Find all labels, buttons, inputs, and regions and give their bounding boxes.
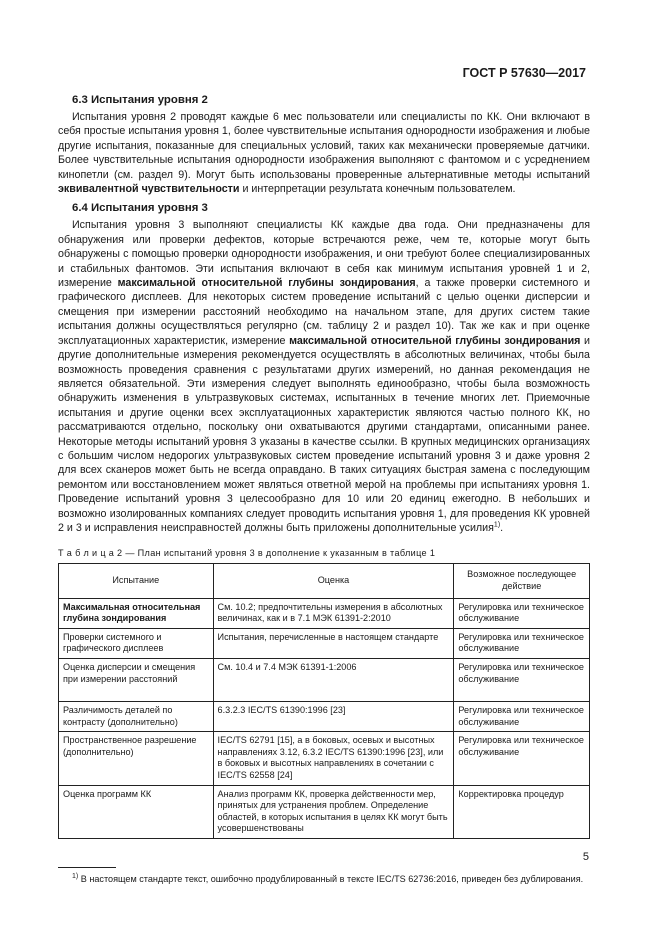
- table-cell-evaluation: IEC/TS 62791 [15], а в боковых, осевых и высотных направлениях 3.12, 6.3.2 IEC/TS 61390:1996 [23], или в боковых и высотных направлениях в сочетании с IEC/TS 62558 [24]: [213, 732, 454, 785]
- table-cell-evaluation: См. 10.2; предпочтительны измерения в абсолютных величинах, как и в 7.1 МЭК 61391-2:2010: [213, 598, 454, 628]
- page-content: [58, 94, 590, 886]
- bold-term: эквивалентной чувствительности: [58, 183, 240, 196]
- table-cell-action: Регулировка или техническое обслуживание: [454, 658, 590, 701]
- bold-term: максимальной относительной глубины зондирования: [117, 277, 416, 290]
- table-row: [59, 658, 590, 701]
- table-row: [59, 732, 590, 785]
- footnote-ref: 1): [493, 521, 501, 529]
- table-cell-evaluation: Испытания, перечисленные в настоящем стандарте: [213, 628, 454, 658]
- footnote-mark: 1): [72, 872, 79, 880]
- header-action: Возможное последующее действие: [454, 564, 590, 598]
- table-cell-action: Регулировка или техническое обслуживание: [454, 701, 590, 731]
- table-cell-test: Оценка дисперсии и смещения при измерении расстояний: [59, 658, 214, 701]
- header-test: Испытание: [59, 564, 214, 598]
- document-header: ГОСТ Р 57630—2017: [462, 66, 586, 80]
- section-6-3-paragraph: Испытания уровня 2 проводят каждые 6 мес пользователи или специалисты по КК. Они включают в себя простые испытания уровня 1, более чувствительные испытания однородности изображения и любые другие испытания, показанные для специальных условий, таких как механически проверяемые датчики. Более чувствительные испытания однородности изображения выполняют с фантомом и с усреднением кинопетли (см. раздел 9). Могут быть использованы проверенные альтернативные методы испытаний эквивалентной чувствительности и интерпретации результата конечным пользователем.: [58, 111, 590, 196]
- section-6-4-paragraph: Испытания уровня 3 выполняют специалисты КК каждые два года. Они предназначены для обнаружения или проверки дефектов, которые встречаются реже, чем те, которые могут быть обнаружены с помощью проверки однородности изображения, и они требуют более специализированных и стабильных фантомов. Эти испытания включают в себя как минимум испытания уровней 1 и 2, измерение максимальной относительной глубины зондирования, а также проверки системного и графического дисплеев. Для некоторых систем проведение испытаний с целью оценки дисперсии и смещения при измерении расстояний необходимо на начальном этапе, для других систем такие испытания должны осуществляться регулярно (см. таблицу 2 и раздел 10). Так же как и при оценке эксплуатационных характеристик, измерение максимальной относительной глубины зондирования и другие дополнительные измерения рекомендуется осуществлять в абсолютных величинах, чтобы была возможность проведения сравнения с результатами других измерений, но данная рекомендация не является обязательной. Эти измерения следует выполнять единообразно, чтобы была возможность обнаружить изменения в ультразвуковых системах, испытанных в течение многих лет. Приемочные испытания и другие оценки всех эксплуатационных характеристик являются частью полного КК, но рассматриваются отдельно, поскольку они охватываются другими стандартами, описанными ранее. Некоторые методы испытаний уровня 3 указаны в качестве ссылки. В крупных медицинских организациях с большим числом недорогих ультразвуковых систем проведение испытаний уровня 3 и даже уровня 2 для всех сканеров может быть не всегда оправдано. В таких ситуациях быстрая замена с последующим ремонтом или восстановлением может являться ответной мерой на проблемы при испытаниях уровня 1. Проведение испытаний уровня 3 целесообразно для 10 или 20 единиц ежегодно. В небольших и возможно изолированных компаниях следует проводить испытания уровня 1, для проведения КК уровней 2 и 3 и исправления неисправностей должны быть приложены дополнительные усилия$^{1)}$.: [58, 219, 590, 534]
- table-cell-test: Максимальная относительная глубина зондирования: [59, 598, 214, 628]
- table-cell-test: Различимость деталей по контрасту (дополнительно): [59, 701, 214, 731]
- table-cell-evaluation: Анализ программ КК, проверка действенности мер, принятых для устранения проблем. Определение областей, в которых испытания в целях КК могут быть усовершенствованы: [213, 785, 454, 838]
- section-6-4-title: 6.4 Испытания уровня 3: [72, 202, 208, 215]
- table-cell-test: Пространственное разрешение (дополнительно): [59, 732, 214, 785]
- test-plan-table: [58, 563, 590, 839]
- table-cell-test: Проверки системного и графического дисплеев: [59, 628, 214, 658]
- page-number: 5: [582, 851, 589, 863]
- table-cell-evaluation: 6.3.2.3 IEC/TS 61390:1996 [23]: [213, 701, 454, 731]
- footnote: $^{1)}$ В настоящем стандарте текст, ошибочно продублированный в тексте IEC/TS 62736:2016, приведен без дублирования.: [72, 872, 584, 884]
- table-cell-evaluation: См. 10.4 и 7.4 МЭК 61391-1:2006: [213, 658, 454, 701]
- bold-term: максимальной относительной глубины зондирования: [289, 334, 581, 347]
- table-cell-action: Регулировка или техническое обслуживание: [454, 732, 590, 785]
- table-header-row: [59, 564, 590, 598]
- header-evaluation: Оценка: [213, 564, 454, 598]
- table-row: [59, 701, 590, 731]
- table-row: [59, 598, 590, 628]
- table-cell-action: Корректировка процедур: [454, 785, 590, 838]
- table-row: [59, 628, 590, 658]
- table-row: [59, 785, 590, 838]
- table-cell-test: Оценка программ КК: [59, 785, 214, 838]
- table-caption: Т а б л и ц а 2 — План испытаний уровня 3 в дополнение к указанным в таблице 1: [58, 548, 436, 559]
- section-6-3-title: 6.3 Испытания уровня 2: [72, 94, 208, 106]
- table-cell-action: Регулировка или техническое обслуживание: [454, 598, 590, 628]
- footnote-separator: [58, 867, 116, 868]
- table-cell-action: Регулировка или техническое обслуживание: [454, 628, 590, 658]
